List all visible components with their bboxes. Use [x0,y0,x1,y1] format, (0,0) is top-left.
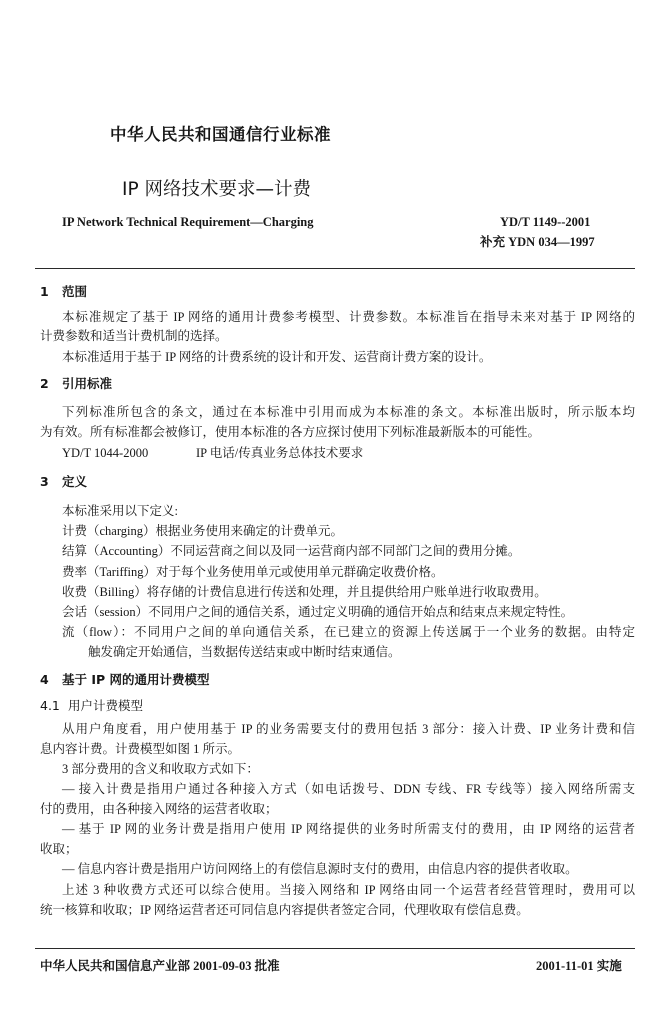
standard-number: YD/T 1149--2001 [500,215,591,229]
paragraph-line: 本标准规定了基于 IP 网络的通用计费参考模型、计费参数。本标准旨在指导未来对基于 IP 网络的 [62,310,635,324]
section-heading-scope: 范围 [62,284,88,299]
paragraph-line: 上述 3 种收费方式还可以综合使用。当接入网络和 IP 网络由同一个运营者经营管理时，费用可以 [62,883,635,897]
subsection-heading-user-model: 用户计费模型 [68,698,144,713]
paragraph-line: 息内容计费。计费模型如图 1 所示。 [40,742,241,756]
section-heading-model: 基于 IP 网的通用计费模型 [62,672,210,687]
definition-tariffing: 费率（Tariffing）对于每个业务使用单元或使用单元群确定收费价格。 [62,565,444,579]
section-heading-definitions: 定义 [62,474,88,489]
paragraph-line: 从用户角度看，用户使用基于 IP 的业务需要支付的费用包括 3 部分：接入计费、IP 业务计费和信 [62,722,635,736]
paragraph-line: 本标准适用于基于 IP 网络的计费系统的设计和开发、运营商计费方案的设计。 [62,350,492,364]
list-item-access-continued: 付的费用，由各种接入网络的运营者收取； [40,802,278,816]
reference-title: IP 电话/传真业务总体技术要求 [196,446,364,460]
subsection-number: 4.1 [40,698,60,713]
supplement-number: 补充 YDN 034—1997 [480,235,595,249]
paragraph-line: 下列标准所包含的条文，通过在本标准中引用而成为本标准的条文。本标准出版时，所示版本均 [62,405,635,419]
definition-billing: 收费（Billing）将存储的计费信息进行传送和处理，并且提供给用户账单进行收取费用。 [62,585,547,599]
section-number: 2 [40,376,49,391]
section-number: 3 [40,474,49,489]
paragraph-line: 为有效。所有标准都会被修订，使用本标准的各方应探讨使用下列标准最新版本的可能性。 [40,425,541,439]
paragraph-line: 计费参数和适当计费机制的选择。 [40,329,228,343]
definition-charging: 计费（charging）根据业务使用来确定的计费单元。 [62,524,344,538]
list-item-content: — 信息内容计费是指用户访问网络上的有偿信息源时支付的费用，由信息内容的提供者收取。 [62,862,578,876]
definition-flow: 流（flow）：不同用户之间的单向通信关系，在已建立的资源上传送属于一个业务的数据。由特定 [62,625,635,639]
footer-rule [35,948,635,949]
list-item-ip-service: — 基于 IP 网的业务计费是指用户使用 IP 网络提供的业务时所需支付的费用，由 IP 网络的运营者 [62,822,635,836]
list-item-ip-service-continued: 收取； [40,842,78,856]
section-number: 4 [40,672,49,687]
org-standard-title: 中华人民共和国通信行业标准 [110,125,331,144]
paragraph-line: 统一核算和收取；IP 网络运营者还可同信息内容提供者签定合同，代理收取有偿信息费。 [40,903,529,917]
definition-accounting: 结算（Accounting）不同运营商之间以及同一运营商内部不同部门之间的费用分摊。 [62,544,521,558]
definitions-intro: 本标准采用以下定义: [62,504,178,518]
approval-date: 中华人民共和国信息产业部 2001-09-03 批准 [40,959,280,973]
list-item-access: — 接入计费是指用户通过各种接入方式（如电话拨号、DDN 专线、FR 专线等）接入网络所需支 [62,782,635,796]
document-title-cn: IP 网络技术要求—计费 [122,179,311,200]
header-rule [35,268,635,269]
reference-code: YD/T 1044-2000 [62,446,149,460]
section-number: 1 [40,284,49,299]
document-title-en: IP Network Technical Requirement—Charging [62,215,314,229]
paragraph-line: 3 部分费用的含义和收取方式如下： [62,762,259,776]
definition-flow-continued: 触发确定开始通信，当数据传送结束或中断时结束通信。 [88,645,401,659]
definition-session: 会话（session）不同用户之间的通信关系，通过定义明确的通信开始点和结束点来规定特性。 [62,605,574,619]
implementation-date: 2001-11-01 实施 [536,959,622,973]
section-heading-references: 引用标准 [62,376,113,391]
